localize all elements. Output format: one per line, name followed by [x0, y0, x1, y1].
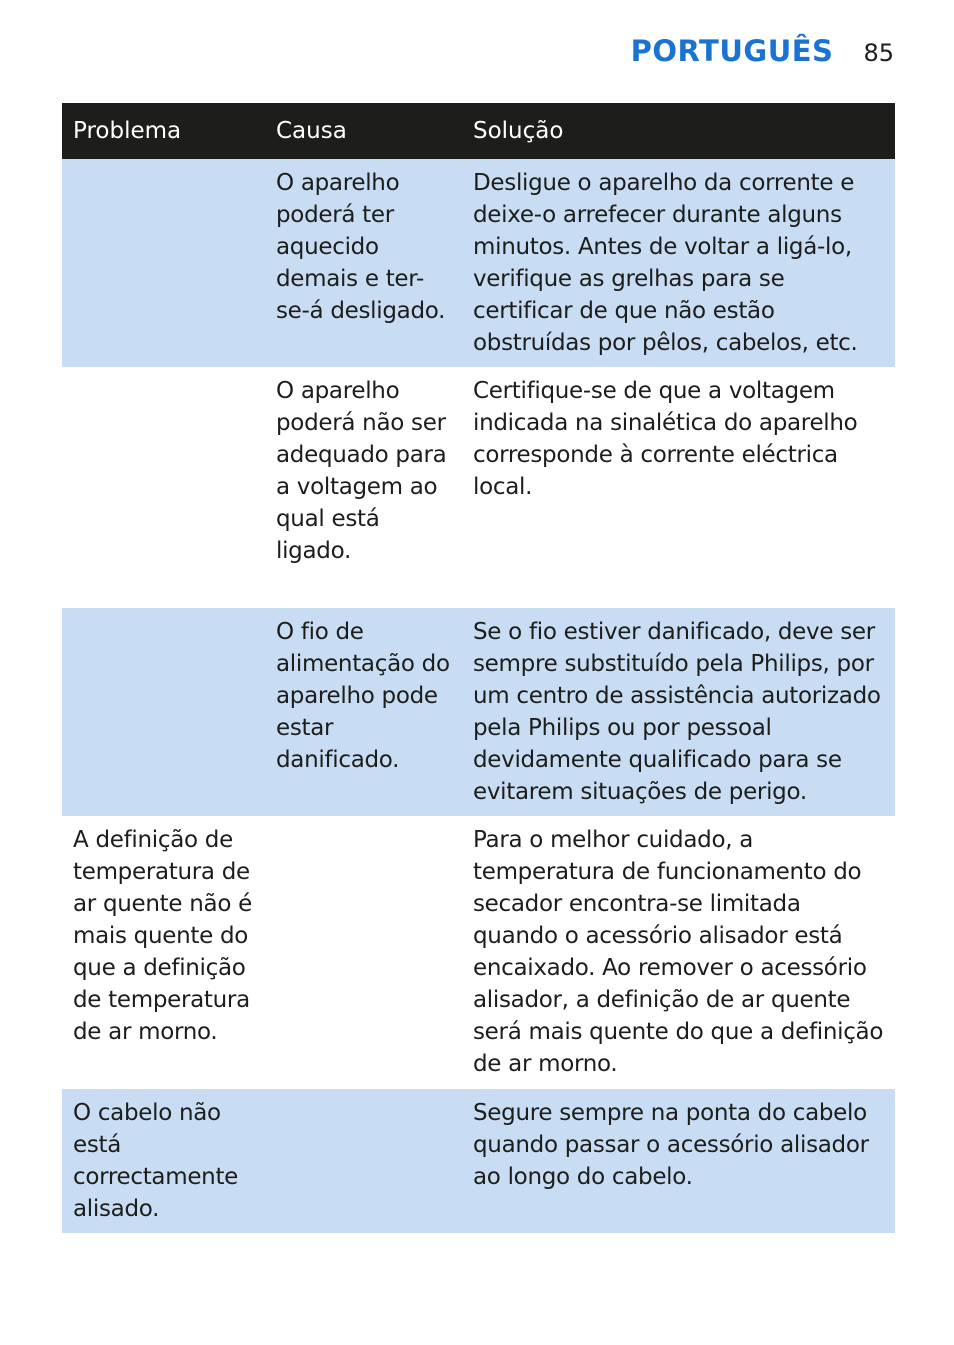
troubleshooting-table: [62, 103, 895, 1233]
page-number: 85: [863, 39, 894, 67]
cause-cell: [265, 1089, 462, 1233]
problem-cell: [62, 367, 265, 608]
problem-cell: [62, 159, 265, 367]
section-title: PORTUGUÊS: [630, 34, 834, 68]
table-row: [62, 159, 895, 367]
cause-cell: O aparelho poderá ter aquecido demais e ter-se-á desligado.: [265, 159, 462, 367]
solution-cell: Certifique-se de que a voltagem indicada na sinalética do aparelho corresponde à corrente eléctrica local.: [462, 367, 895, 608]
page-header: [631, 34, 894, 68]
problem-cell: O cabelo não está correctamente alisado.: [62, 1089, 265, 1233]
cause-cell: O aparelho poderá não ser adequado para a voltagem ao qual está ligado.: [265, 367, 462, 608]
solution-cell: Segure sempre na ponta do cabelo quando passar o acessório alisador ao longo do cabelo.: [462, 1089, 895, 1233]
table-row: [62, 1089, 895, 1233]
column-header-solution: Solução: [462, 103, 895, 159]
table-row: [62, 367, 895, 608]
solution-cell: Desligue o aparelho da corrente e deixe-o arrefecer durante alguns minutos. Antes de voltar a ligá-lo, verifique as grelhas para se certificar de que não estão obstruídas por pêlos, cabelos, etc.: [462, 159, 895, 367]
cause-cell: [265, 816, 462, 1089]
solution-cell: Para o melhor cuidado, a temperatura de funcionamento do secador encontra-se limitada quando o acessório alisador está encaixado. Ao remover o acessório alisador, a definição de ar quente será mais quente do que a definição de ar morno.: [462, 816, 895, 1089]
problem-cell: A definição de temperatura de ar quente não é mais quente do que a definição de temperatura de ar morno.: [62, 816, 265, 1089]
table-row: [62, 608, 895, 816]
column-header-cause: Causa: [265, 103, 462, 159]
cause-cell: O fio de alimentação do aparelho pode estar danificado.: [265, 608, 462, 816]
column-header-problem: Problema: [62, 103, 265, 159]
table-header-row: [62, 103, 895, 159]
problem-cell: [62, 608, 265, 816]
solution-cell: Se o fio estiver danificado, deve ser sempre substituído pela Philips, por um centro de assistência autorizado pela Philips ou por pessoal devidamente qualificado para se evitarem situações de perigo.: [462, 608, 895, 816]
table-row: [62, 816, 895, 1089]
